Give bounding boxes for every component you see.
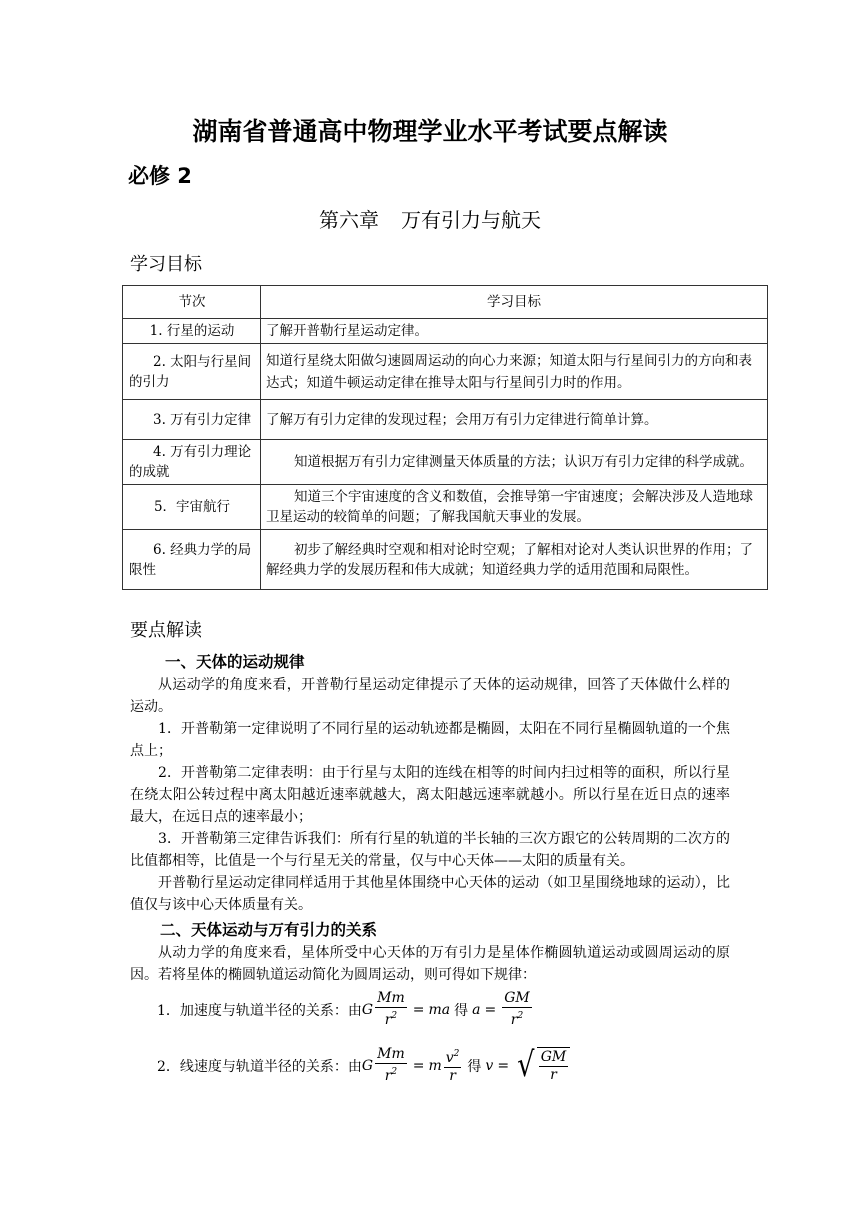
row-section: 6. 经典力学的局限性 bbox=[123, 530, 261, 590]
row-section: 2. 太阳与行星间的引力 bbox=[123, 344, 261, 400]
row-goal: 知道根据万有引力定律测量天体质量的方法；认识万有引力定律的科学成就。 bbox=[261, 440, 768, 485]
formula-1-label: 1．加速度与轨道半径的关系：由 bbox=[157, 1002, 362, 1019]
row-goal: 知道三个宇宙速度的含义和数值，会推导第一宇宙速度；会解决涉及人造地球卫星运动的较简单的问题；了解我国航天事业的发展。 bbox=[261, 485, 768, 530]
row-goal: 初步了解经典时空观和相对论时空观；了解相对论对人类认识世界的作用；了解经典力学的发展历程和伟大成就；知道经典力学的适用范围和局限性。 bbox=[261, 530, 768, 590]
sec1-law-3: 3．开普勒第三定律告诉我们：所有行星的轨道的半长轴的三次方跟它的公转周期的二次方的比值都相等，比值是一个与行星无关的常量，仅与中心天体——太阳的质量有关。 bbox=[130, 831, 730, 869]
chapter-name: 万有引力与航天 bbox=[401, 208, 541, 232]
formula-acceleration: 1．加速度与轨道半径的关系：由 G $\frac{Mm}{r^2}$ = ma 得 a = $\frac{GM}{r^2}$ bbox=[157, 990, 530, 1028]
table-header-row bbox=[123, 286, 768, 319]
row-goal: 了解开普勒行星运动定律。 bbox=[261, 319, 768, 344]
points-heading: 要点解读 bbox=[130, 620, 202, 641]
row-section: 5．宇宙航行 bbox=[123, 485, 261, 530]
chapter-number: 第六章 bbox=[319, 208, 379, 232]
formula-2-label: 2．线速度与轨道半径的关系：由 bbox=[157, 1058, 362, 1075]
sec1-law-2: 2．开普勒第二定律表明：由于行星与太阳的连线在相等的时间内扫过相等的面积，所以行星在绕太阳公转过程中离太阳越近速率就越大，离太阳越远速率就越小。所以行星在近日点的速率最大，在远日点的速率最小； bbox=[130, 765, 730, 825]
sec1-intro: 从运动学的角度来看，开普勒行星运动定律提示了天体的运动规律，回答了天体做什么样的运动。 bbox=[130, 677, 730, 715]
row-section: 1. 行星的运动 bbox=[123, 319, 261, 344]
section-1-title: 一、天体的运动规律 bbox=[165, 653, 305, 671]
row-goal: 知道行星绕太阳做匀速圆周运动的向心力来源；知道太阳与行星间引力的方向和表达式；知道牛顿运动定律在推导太阳与行星间引力时的作用。 bbox=[261, 344, 768, 400]
formula-velocity: 2．线速度与轨道半径的关系：由 G $\frac{Mm}{r^2}$ = m $\frac{v^2}{r}$ 得 v = √ $\frac{GM}{r}$ bbox=[157, 1046, 570, 1085]
module-label: 必修 2 bbox=[128, 164, 192, 188]
formula-1-de: 得 bbox=[454, 1002, 469, 1019]
table-row bbox=[123, 319, 768, 344]
table-row bbox=[123, 530, 768, 590]
table-row bbox=[123, 440, 768, 485]
row-section: 3. 万有引力定律 bbox=[123, 400, 261, 440]
goals-table bbox=[122, 285, 768, 590]
sec1-law-1: 1．开普勒第一定律说明了不同行星的运动轨迹都是椭圆，太阳在不同行星椭圆轨道的一个焦点上； bbox=[130, 721, 730, 759]
table-row bbox=[123, 344, 768, 400]
goals-heading: 学习目标 bbox=[130, 254, 202, 275]
chapter-heading bbox=[0, 204, 860, 233]
header-goal: 学习目标 bbox=[261, 286, 768, 319]
header-section: 节次 bbox=[123, 286, 261, 319]
row-section: 4. 万有引力理论的成就 bbox=[123, 440, 261, 485]
sec1-note: 开普勒行星运动定律同样适用于其他星体围绕中心天体的运动（如卫星围绕地球的运动），比值仅与该中心天体质量有关。 bbox=[130, 875, 730, 913]
formula-2-de: 得 bbox=[467, 1058, 482, 1075]
table-row bbox=[123, 485, 768, 530]
page-title: 湖南省普通高中物理学业水平考试要点解读 bbox=[192, 117, 668, 146]
section-2-title: 二、天体运动与万有引力的关系 bbox=[160, 921, 378, 939]
sec2-intro: 从动力学的角度来看，星体所受中心天体的万有引力是星体作椭圆轨道运动或圆周运动的原因。若将星体的椭圆轨道运动简化为圆周运动，则可得如下规律： bbox=[130, 945, 730, 983]
row-goal: 了解万有引力定律的发现过程；会用万有引力定律进行简单计算。 bbox=[261, 400, 768, 440]
table-row bbox=[123, 400, 768, 440]
